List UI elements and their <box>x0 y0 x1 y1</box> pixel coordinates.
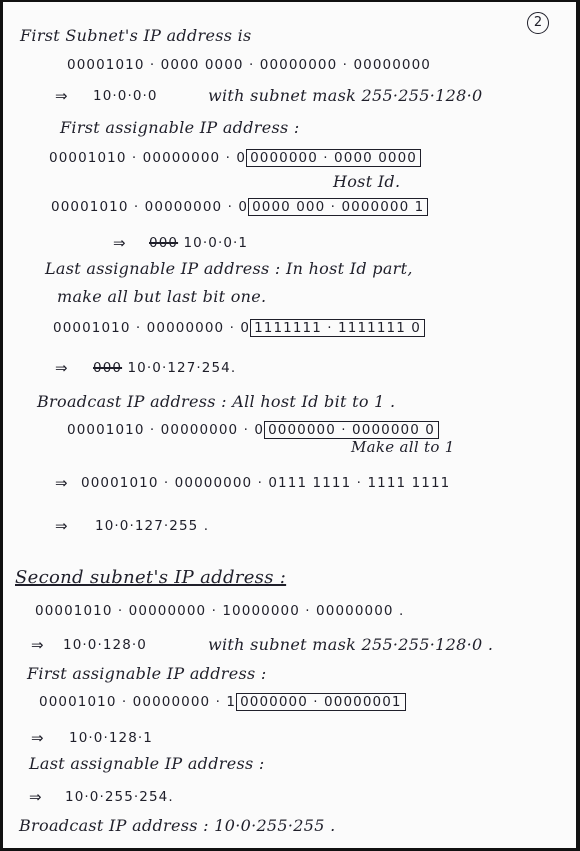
second-first-assignable-binary <box>39 694 406 710</box>
arrow-icon: ⇒ <box>55 517 68 535</box>
second-subnet-mask: with subnet mask 255·255·128·0 . <box>208 635 494 654</box>
network-bits: 00001010 · 00000000 · 0 <box>51 199 249 215</box>
first-assignable-binary <box>49 150 421 166</box>
host-id-label: Host Id. <box>333 172 401 191</box>
arrow-icon: ⇒ <box>113 234 126 252</box>
network-bits: 00001010 · 00000000 · 0 <box>67 422 265 438</box>
second-subnet-dotted: 10·0·128·0 <box>63 637 147 653</box>
host-bits-box: 0000000 · 0000 0000 <box>246 149 421 167</box>
second-broadcast-line: Broadcast IP address : 10·0·255·255 . <box>19 816 336 835</box>
first-subnet-binary: 00001010 · 0000 0000 · 00000000 · 00000000 <box>67 57 431 73</box>
host-bits-box: 1111111 · 1111111 0 <box>250 319 425 337</box>
broadcast-binary-full: 00001010 · 00000000 · 0111 1111 · 1111 1111 <box>81 475 451 491</box>
arrow-icon: ⇒ <box>31 636 44 654</box>
broadcast-dotted: 10·0·127·255 . <box>95 518 210 534</box>
arrow-icon: ⇒ <box>55 474 68 492</box>
host-bits-box: 0000000 · 0000000 0 <box>264 421 439 439</box>
network-bits: 00001010 · 00000000 · 0 <box>53 320 251 336</box>
arrow-icon: ⇒ <box>29 788 42 806</box>
first-assignable-heading: First assignable IP address : <box>60 118 300 137</box>
page-number: 2 <box>527 12 549 34</box>
second-last-assignable-heading: Last assignable IP address : <box>29 754 265 773</box>
notebook-page <box>3 2 576 848</box>
second-first-assignable-heading: First assignable IP address : <box>27 664 267 683</box>
host-bits-box: 0000000 · 00000001 <box>236 693 406 711</box>
first-subnet-heading: First Subnet's IP address is <box>20 26 252 45</box>
last-assignable-binary <box>53 320 425 336</box>
second-first-assignable-dotted: 10·0·128·1 <box>69 730 153 746</box>
arrow-icon: ⇒ <box>55 359 68 377</box>
last-assignable-note: make all but last bit one. <box>57 287 267 306</box>
first-subnet-mask: with subnet mask 255·255·128·0 <box>208 86 483 105</box>
arrow-icon: ⇒ <box>31 729 44 747</box>
struck-text: 000 <box>149 235 179 251</box>
second-subnet-binary: 00001010 · 00000000 · 10000000 · 00000000 . <box>35 603 405 619</box>
first-assignable-dotted: 000 10·0·0·1 <box>149 235 249 251</box>
network-bits: 00001010 · 00000000 · 1 <box>39 694 237 710</box>
arrow-icon: ⇒ <box>55 87 68 105</box>
host-bits-box: 0000 000 · 0000000 1 <box>248 198 428 216</box>
broadcast-heading: Broadcast IP address : All host Id bit to 1 . <box>37 392 396 411</box>
network-bits: 00001010 · 00000000 · 0 <box>49 150 247 166</box>
last-assignable-heading: Last assignable IP address : In host Id part, <box>45 259 413 278</box>
struck-text: 000 <box>93 360 123 376</box>
last-assignable-dotted: 000 10·0·127·254. <box>93 360 237 376</box>
second-subnet-heading: Second subnet's IP address : <box>15 567 287 588</box>
first-subnet-dotted: 10·0·0·0 <box>93 88 158 104</box>
first-assignable-binary-2 <box>51 199 428 215</box>
broadcast-binary <box>67 422 439 438</box>
make-all-label: Make all to 1 <box>351 438 455 456</box>
second-last-assignable-dotted: 10·0·255·254. <box>65 789 174 805</box>
